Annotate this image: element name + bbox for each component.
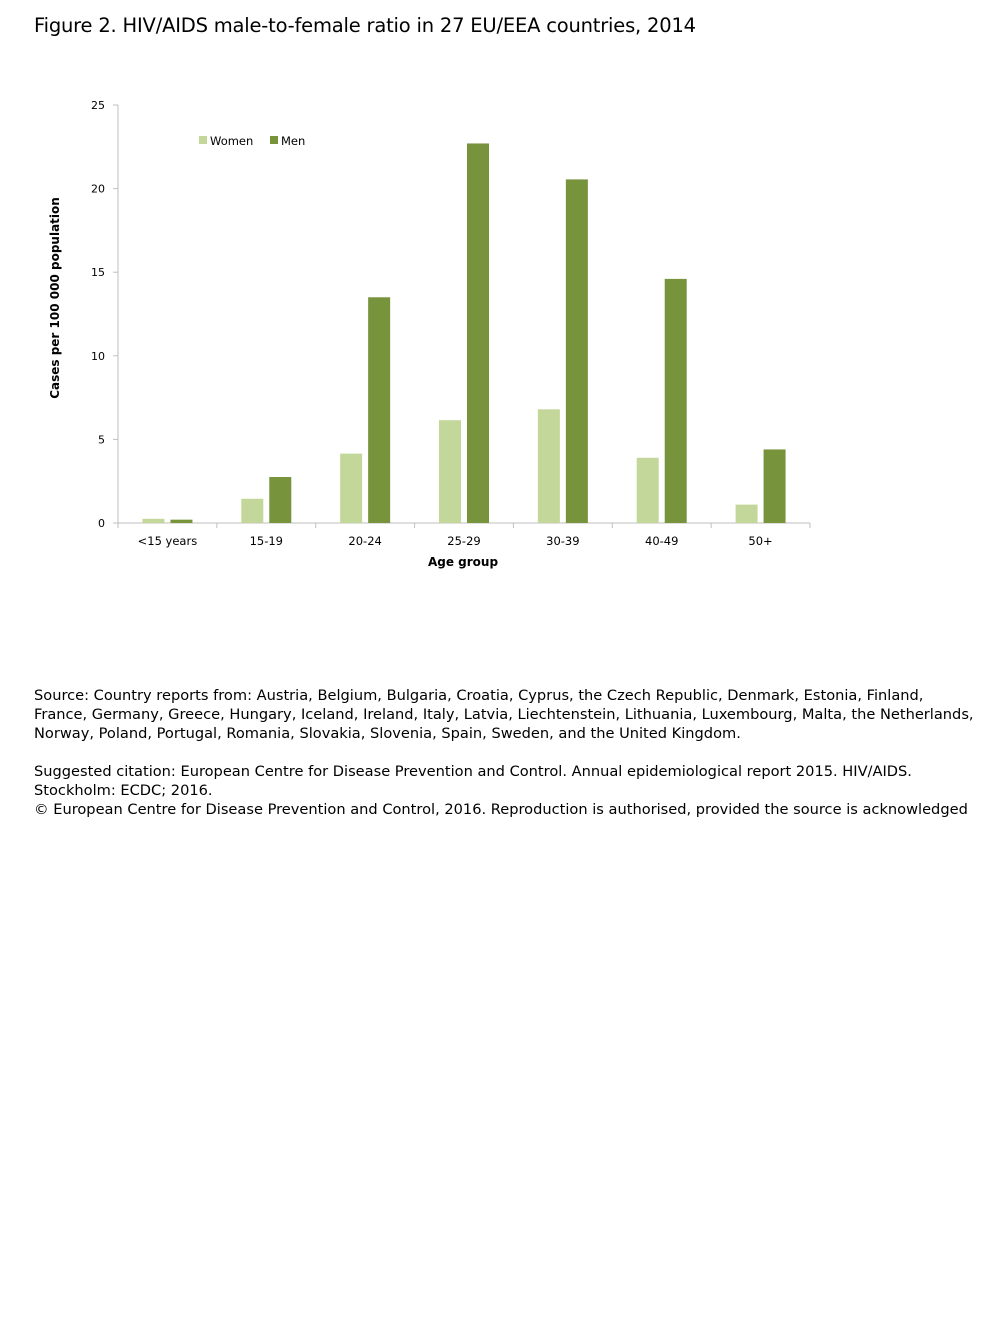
bars [142,143,785,523]
x-tick-label: 30-39 [546,534,580,548]
figure-title: Figure 2. HIV/AIDS male-to-female ratio in 27 EU/EEA countries, 2014 [34,14,696,37]
legend-label-women: Women [210,134,254,148]
x-axis [118,523,810,548]
copyright-note: © European Centre for Disease Prevention and Control, 2016. Reproduction is authorised, provided the source is acknowledged [34,801,968,818]
legend-swatch-men [270,136,278,144]
bar-men-5 [566,179,588,523]
y-axis-label: Cases per 100 000 population [48,197,62,399]
bar-women-7 [736,505,758,523]
bar-women-5 [538,409,560,523]
x-tick-label: 15-19 [249,534,283,548]
bar-men-1 [170,520,192,523]
legend [199,134,305,148]
figure-notes [34,686,974,819]
x-axis-label: Age group [427,555,499,569]
bar-women-4 [439,420,461,523]
y-tick-label: 10 [91,349,105,363]
bar-women-6 [637,458,659,523]
bar-women-3 [340,454,362,523]
x-tick-label: 20-24 [348,534,382,548]
x-tick-label: 50+ [748,534,773,548]
bar-men-3 [368,297,390,523]
bar-women-2 [241,499,263,523]
y-axis [91,99,118,530]
x-tick-label: 40-49 [645,534,679,548]
source-note: Source: Country reports from: Austria, Belgium, Bulgaria, Croatia, Cyprus, the Czech Republic, Denmark, Estonia, Finland, France, Germany, Greece, Hungary, Iceland, Ireland, Italy, Latvia, Liechtenstein, Lithuania, Luxembourg, Malta, the Netherlands, Norway, Poland, Portugal, Romania, Slovakia, Slovenia, Spain, Sweden, and the United Kingdom. [34,687,974,742]
y-tick-label: 20 [91,182,105,196]
legend-swatch-women [199,136,207,144]
y-tick-label: 0 [98,517,105,530]
bar-men-6 [665,279,687,523]
bar-men-4 [467,143,489,523]
bar-men-7 [764,449,786,523]
bar-women-1 [142,519,164,523]
y-tick-label: 25 [91,99,105,112]
x-tick-label: <15 years [137,534,198,548]
y-tick-label: 5 [98,433,105,447]
legend-label-men: Men [281,134,306,148]
citation-note: Suggested citation: European Centre for Disease Prevention and Control. Annual epidemiological report 2015. HIV/AIDS. Stockholm: ECDC; 2016. [34,763,912,799]
bar-men-2 [269,477,291,523]
bar-chart [0,0,1008,600]
y-tick-label: 15 [91,266,105,280]
x-tick-label: 25-29 [447,534,481,548]
